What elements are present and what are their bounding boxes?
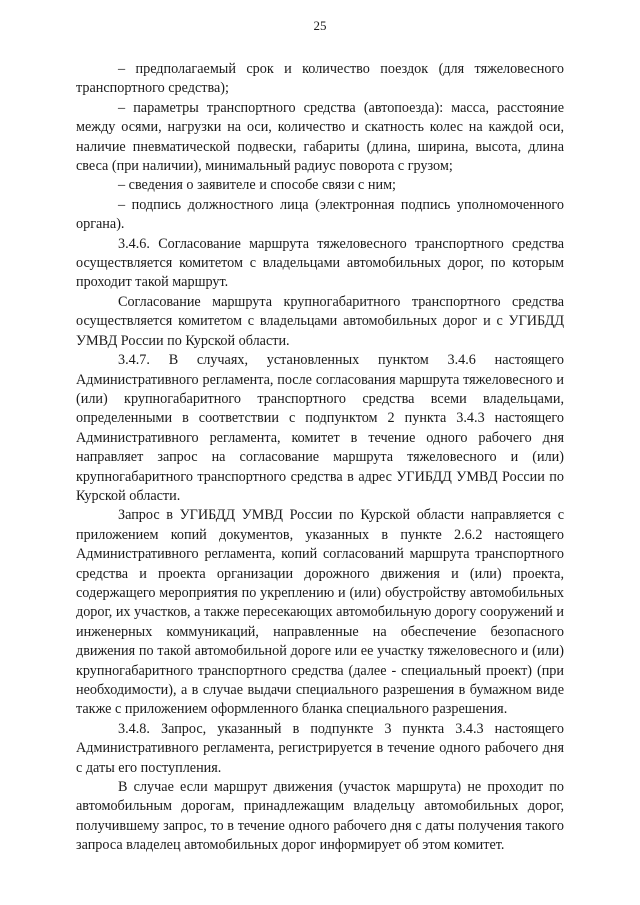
paragraph-3-4-6: 3.4.6. Согласование маршрута тяжеловесного транспортного средства осуществляется комитетом с владельцами автомобильных дорог, по которым проходит такой маршрут. bbox=[76, 235, 564, 291]
page-number: 25 bbox=[313, 18, 327, 33]
paragraph-request-attachments: Запрос в УГИБДД УМВД России по Курской области направляется с приложением копий документов, указанных в пункте 2.6.2 настоящего Административного регламента, копий согласований маршрута транспортного средства и проекта организации дорожного движения и (или) проекта, содержащего мероприятия по укреплению и (или) обустройству автомобильных дорог, их участков, а также пересекающих автомобильную дорогу сооружений и инженерных коммуникаций, направленные на обеспечение безопасного движения по такой автомобильной дороге или ее участку тяжеловесного и (или) крупногабаритного транспортного средства (далее - специальный проект) (при необходимости), а в случае выдачи специального разрешения в бумажном виде также с приложением оформленного бланка специального разрешения. bbox=[76, 507, 564, 718]
paragraph-oversize-route-approval: Согласование маршрута крупногабаритного транспортного средства осуществляется комитетом с владельцами автомобильных дорог и с УГИБДД УМВД России по Курской области. bbox=[76, 293, 564, 349]
paragraph-vehicle-parameters: – параметры транспортного средства (автопоезда): масса, расстояние между осями, нагрузки на оси, количество и скатность колес на каждой оси, наличие пневматической подвески, габариты (длина, ширина, высота, длина свеса (при наличии), минимальный радиус поворота с грузом; bbox=[76, 99, 564, 175]
paragraph-trip-duration: – предполагаемый срок и количество поездок (для тяжеловесного транспортного средства); bbox=[76, 61, 564, 97]
paragraph-3-4-7: 3.4.7. В случаях, установленных пунктом 3.4.6 настоящего Административного регламента, после согласования маршрута тяжеловесного и (или) крупногабаритного транспортного средства всеми владельцами, определенными в соответствии с подпунктом 2 пункта 3.4.3 настоящего Административного регламента, комитет в течение одного рабочего дня направляет запрос на согласование маршрута тяжеловесного и (или) крупногабаритного транспортного средства в адрес УГИБДД УМВД России по Курской области. bbox=[76, 352, 564, 504]
paragraph-3-4-8: 3.4.8. Запрос, указанный в подпункте 3 пункта 3.4.3 настоящего Административного регламента, регистрируется в течение одного рабочего дня с даты его поступления. bbox=[76, 720, 564, 776]
paragraph-route-not-passing: В случае если маршрут движения (участок маршрута) не проходит по автомобильным дорогам, принадлежащим владельцу автомобильных дорог, получившему запрос, то в течение одного рабочего дня с даты получения такого запроса владелец автомобильных дорог информирует об этом комитет. bbox=[76, 779, 564, 854]
document-body bbox=[76, 60, 564, 856]
paragraph-applicant-info: – сведения о заявителе и способе связи с ним; bbox=[118, 177, 396, 194]
paragraph-official-signature: – подпись должностного лица (электронная подпись уполномоченного органа). bbox=[76, 196, 564, 233]
